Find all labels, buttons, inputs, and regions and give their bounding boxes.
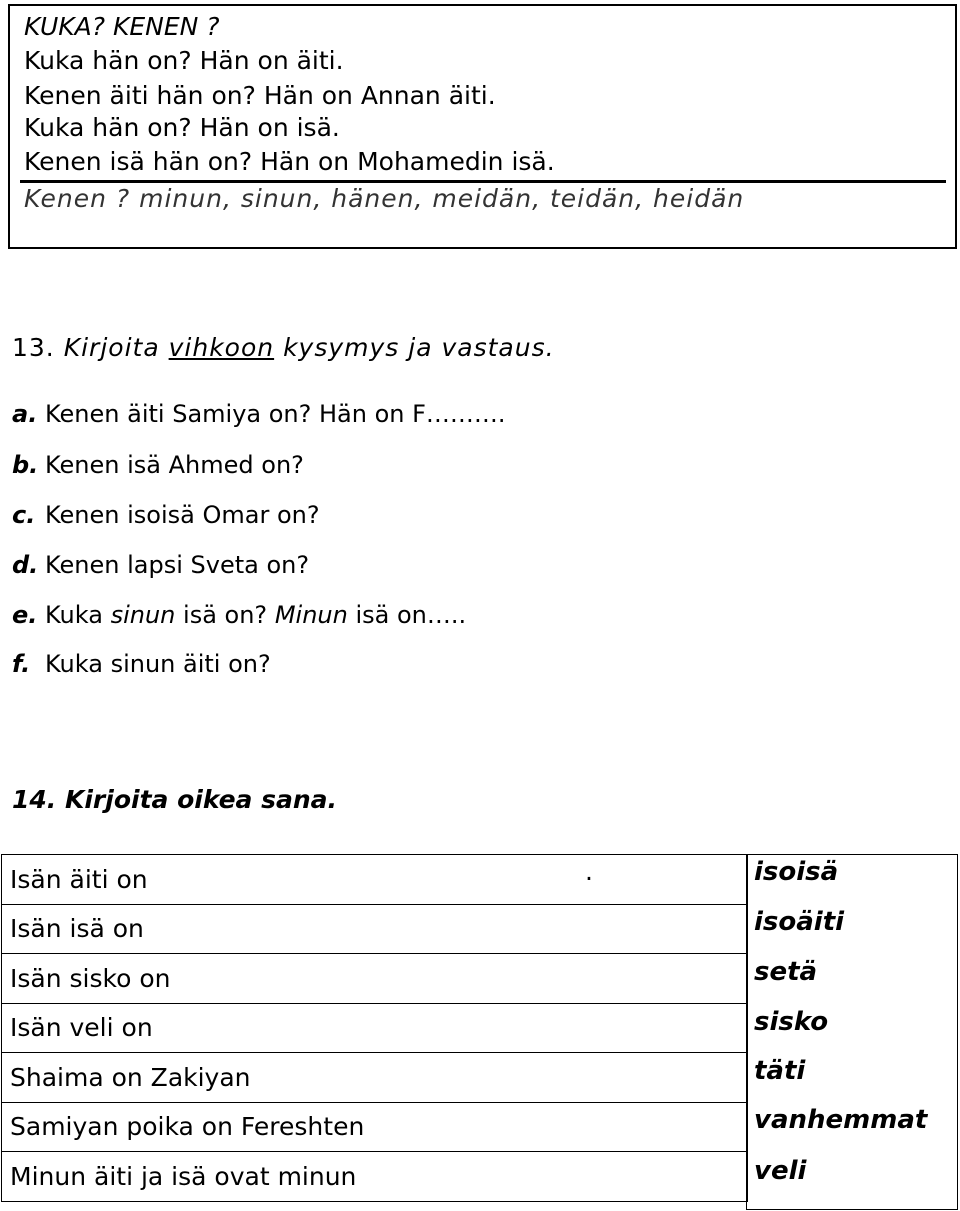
- sentence-cell: [2, 954, 748, 1004]
- sentence-text: Isän sisko on: [10, 963, 171, 993]
- box-divider: [20, 180, 946, 183]
- box-line-3: Kuka hän on? Hän on isä.: [24, 113, 340, 142]
- question-letter: f.: [12, 650, 31, 678]
- question-letter: d.: [12, 551, 39, 579]
- word-isoaiti: isoäiti: [754, 907, 845, 937]
- question-letter: b.: [12, 451, 39, 479]
- ex13-text-after: kysymys ja vastaus.: [283, 333, 555, 362]
- sentence-text: Isän äiti on: [10, 864, 148, 894]
- question-text: Kenen isä Ahmed on?: [45, 451, 304, 479]
- question-f: [12, 650, 271, 678]
- exercise-13-heading: [12, 333, 555, 362]
- sentence-text: Samiyan poika on Fereshten: [10, 1112, 365, 1142]
- question-text-part5: isä on…..: [355, 601, 467, 629]
- question-text: Kenen isoisä Omar on?: [45, 501, 320, 529]
- exercise-14-heading: 14. Kirjoita oikea sana.: [12, 785, 338, 814]
- word-tati: täti: [754, 1056, 806, 1086]
- sentence-cell: [2, 1003, 748, 1053]
- sentence-cell: [2, 1152, 748, 1202]
- question-b: [12, 451, 304, 479]
- question-letter: e.: [12, 601, 38, 629]
- ex13-number: 13.: [12, 333, 55, 362]
- sentence-text: Isän isä on: [10, 914, 144, 944]
- word-sisko: sisko: [754, 1007, 829, 1037]
- question-letter: c.: [12, 501, 36, 529]
- sentence-cell: [2, 904, 748, 954]
- box-line-2: Kenen äiti hän on? Hän on Annan äiti.: [24, 81, 496, 110]
- question-a: [12, 400, 506, 428]
- question-text: Kenen äiti Samiya on? Hän on F……….: [45, 400, 506, 428]
- word-veli: veli: [754, 1156, 807, 1186]
- question-text-part4: Minun: [274, 601, 348, 629]
- box-pronoun-line: [24, 184, 744, 213]
- sentence-text: Minun äiti ja isä ovat minun: [10, 1161, 357, 1191]
- first-row-dot: .: [585, 857, 593, 886]
- sentence-text: Isän veli on: [10, 1013, 153, 1043]
- question-text-part1: Kuka: [45, 601, 103, 629]
- sentence-cell: [2, 1102, 748, 1152]
- question-text-part3: isä on?: [183, 601, 268, 629]
- question-text: Kuka sinun äiti on?: [45, 650, 271, 678]
- sentence-cell: [2, 1053, 748, 1103]
- ex13-text-before: Kirjoita: [63, 333, 160, 362]
- question-text-part2: sinun: [110, 601, 176, 629]
- ex13-underlined: vihkoon: [168, 333, 275, 362]
- box-line-4: Kenen isä hän on? Hän on Mohamedin isä.: [24, 147, 555, 176]
- question-c: [12, 501, 320, 529]
- question-e: [12, 601, 466, 629]
- question-letter: a.: [12, 400, 38, 428]
- question-d: [12, 551, 309, 579]
- pronoun-list: minun, sinun, hänen, meidän, teidän, heidän: [139, 184, 745, 213]
- word-vanhemmat: vanhemmat: [754, 1105, 928, 1135]
- word-seta: setä: [754, 957, 818, 987]
- sentence-cell: [2, 855, 748, 905]
- question-text: Kenen lapsi Sveta on?: [45, 551, 310, 579]
- box-title: KUKA? KENEN ?: [24, 12, 220, 41]
- kenen-prefix: Kenen ?: [24, 184, 131, 213]
- word-isoisa: isoisä: [754, 857, 839, 887]
- sentence-text: Shaima on Zakiyan: [10, 1062, 251, 1092]
- box-line-1: Kuka hän on? Hän on äiti.: [24, 46, 344, 75]
